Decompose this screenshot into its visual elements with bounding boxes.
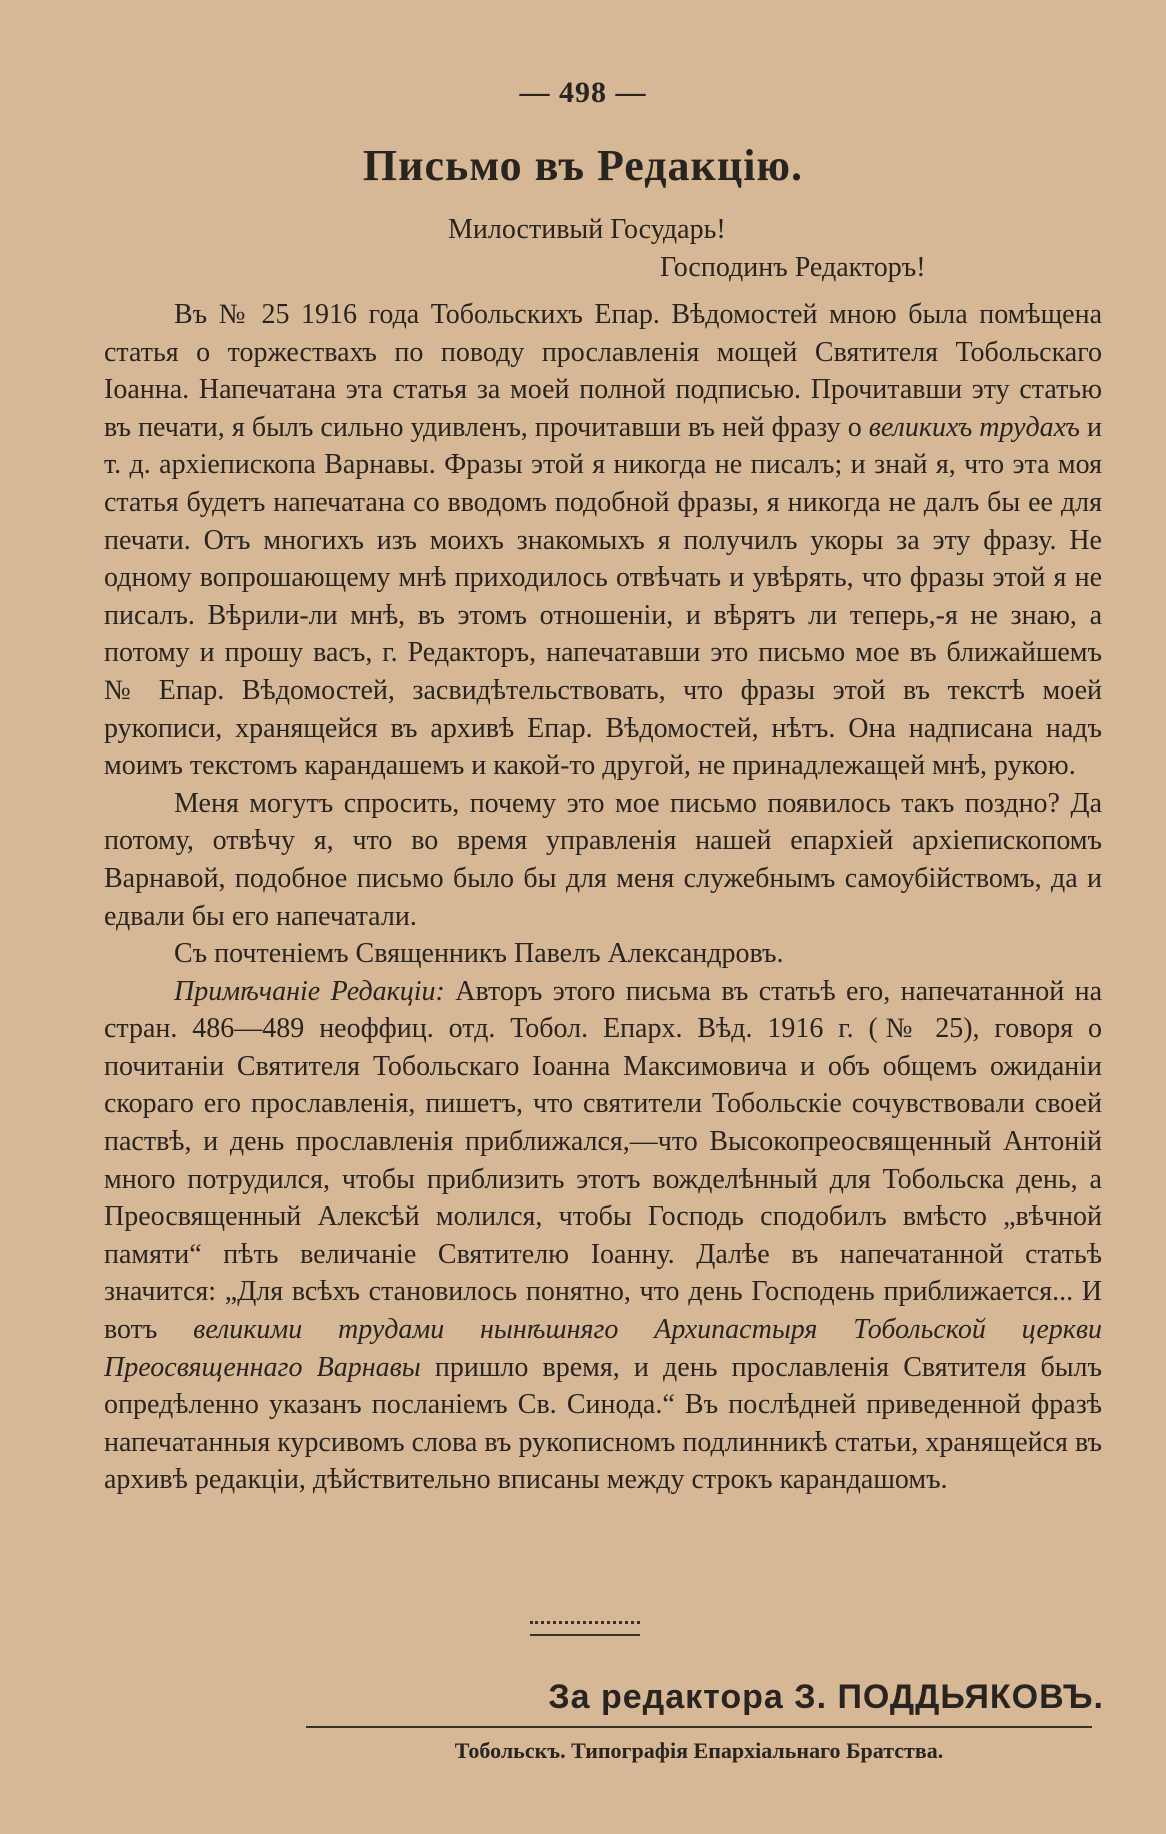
paragraph-1-italic: великихъ трудахъ (868, 411, 1080, 443)
footer-rule (306, 1726, 1092, 1728)
page-title: Письмо въ Редакцію. (362, 141, 804, 190)
letter-body (104, 296, 1102, 1499)
editor-note-label: Примѣчаніе Редакціи: (174, 975, 445, 1007)
greeting-line-2: Господинъ Редакторъ! (660, 252, 926, 283)
paragraph-1-start: Въ № 25 1916 года Тобольскихъ Епар. Вѣдомостей мною была помѣщена статья о торжествахъ по поводу прославленія мощей Святителя Тобольскаго Іоанна. Напечатана эта статья за моей полной подписью. Прочитавши эту статью въ печати, я былъ сильно удивленъ, прочитавши въ ней фразу о (104, 299, 1102, 443)
printer-imprint: Тобольскъ. Типографія Епархіальнаго Братства. (454, 1738, 944, 1763)
editor-note-text-1: Авторъ этого письма въ статьѣ его, напечатанной на стран. 486—489 неоффиц. отд. Тобол. Епарх. Вѣд. 1916 г. (№ 25), говоря о почитаніи Святителя Тобольскаго Іоанна Максимовича и объ общемъ ожиданіи скораго его прославленія, пишетъ, что святители Тобольскіе сочувствовали своей паствѣ, и день прославленія приближался,—что Высокопреосвященный Антоній много потрудился, чтобы приблизить этотъ вожделѣнный для Тобольска день, а Преосвященный Алексѣй молился, чтобы Господь сподобилъ вмѣсто „вѣчной памяти“ пѣть величаніе Святителю Іоанну. Далѣе въ напечатанной статьѣ значится: „Для всѣхъ становилось понятно, что день Господень приближается... И вотъ (104, 975, 1102, 1346)
paragraph-1-rest: и т. д. архіепископа Варнавы. Фразы этой я никогда не писалъ; и знай я, что эта моя статья будетъ напечатана со вводомъ подобной фразы, я никогда не далъ бы ее для печати. Отъ многихъ изъ моихъ знакомыхъ я получилъ укоры за эту фразу. Не одному вопрошающему мнѣ приходилось отвѣчать и увѣрять, что фразы этой я не писалъ. Вѣрили-ли мнѣ, въ этомъ отношеніи, и вѣрятъ ли теперь,-я не знаю, а потому и прошу васъ, г. Редакторъ, напечатавши это письмо мое въ ближайшемъ № Епар. Вѣдомостей, засвидѣтельствовать, что фразы этой въ текстѣ моей рукописи, хранящейся въ архивѣ Епар. Вѣдомостей, нѣтъ. Она надписана надъ моимъ текстомъ карандашемъ и какой-то другой, не принадлежащей мнѣ, рукою. (104, 411, 1102, 782)
editor-note-italic: великими трудами нынѣшняго Архипастыря Тобольской церкви Преосвященнаго Варнавы (104, 1314, 1103, 1383)
editor-note-text-2: пришло время, и день прославленія Святителя былъ опредѣленно указанъ посланіемъ Св. Синода.“ Въ послѣдней приведенной фразѣ напечатанныя курсивомъ слова въ рукописномъ подлинникѣ статьи, хранящейся въ архивѣ редакціи, дѣйствительно вписаны между строкъ карандашомъ. (104, 1351, 1102, 1496)
paragraph-1 (104, 296, 1102, 785)
editor-note (104, 973, 1102, 1499)
signature-line: Съ почтеніемъ Священникъ Павелъ Александровъ. (174, 938, 784, 970)
page-number: — 498 — (519, 76, 647, 109)
ornament-divider (530, 1621, 640, 1636)
paragraph-2: Меня могутъ спросить, почему это мое письмо появилось такъ поздно? Да потому, отвѣчу я, что во время управленія нашей епархіей архіепископомъ Варнавой, подобное письмо было бы для меня служебнымъ самоубійствомъ, да и едвали бы его напечатали. (104, 787, 1102, 932)
greeting-line-1: Милостивый Государь! (448, 214, 726, 245)
editor-signature: За редактора З. ПОДДЬЯКОВЪ. (548, 1678, 1104, 1716)
